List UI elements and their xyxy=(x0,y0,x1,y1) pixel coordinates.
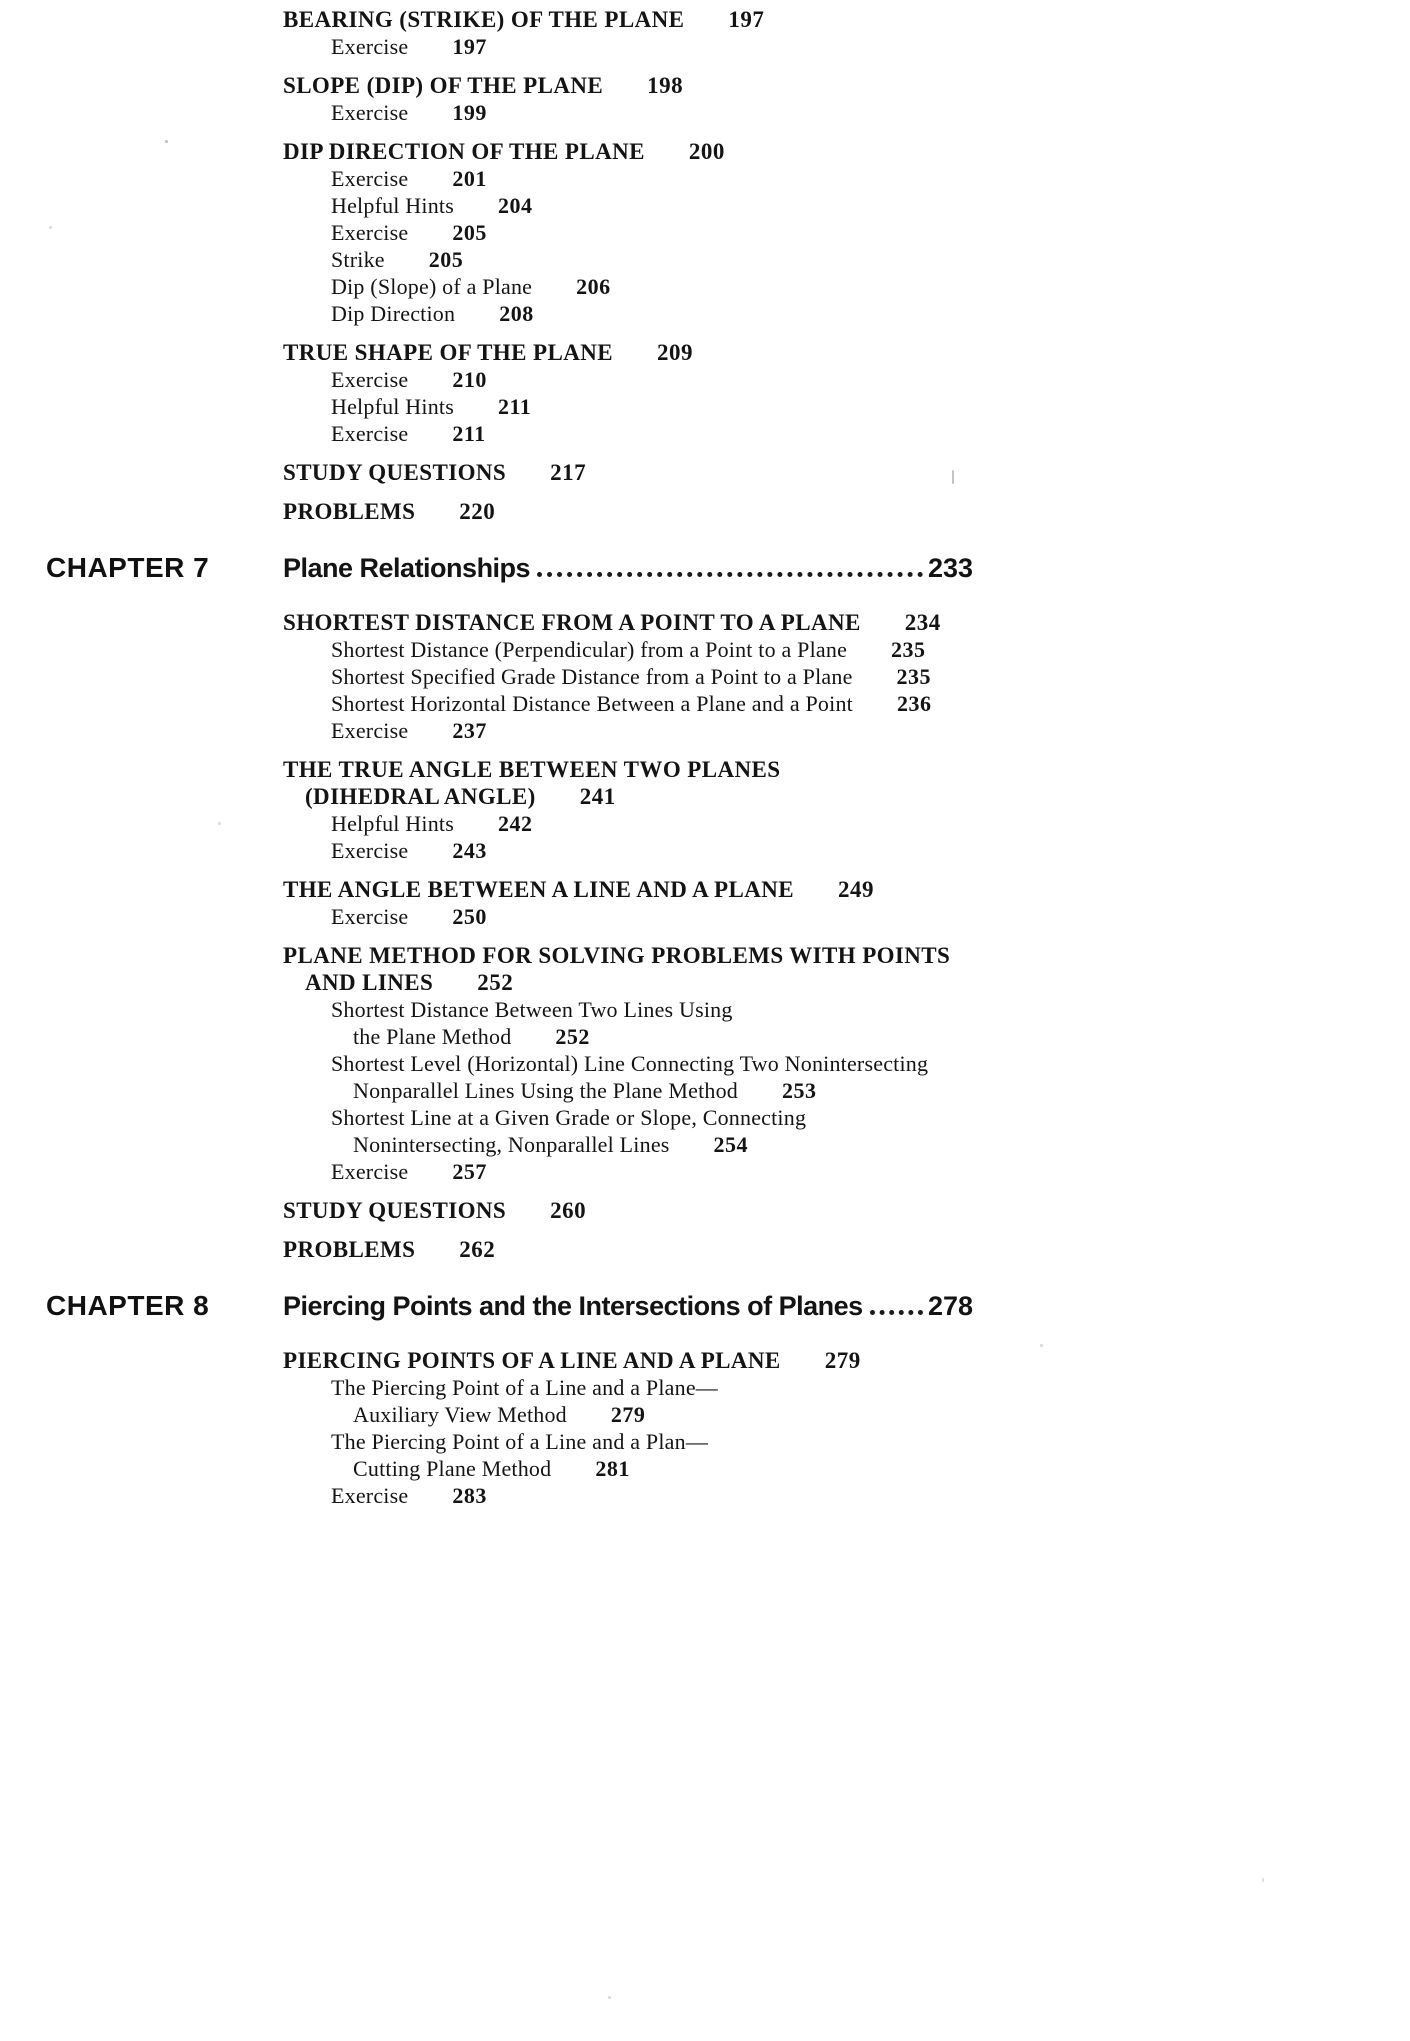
toc-entry xyxy=(283,942,1143,969)
toc-entry-title: AND LINES xyxy=(305,970,434,995)
toc-entry-page: 211 xyxy=(452,421,486,446)
toc-entry-page: 236 xyxy=(896,691,932,716)
chapter-page: 233 xyxy=(927,553,973,583)
toc-entry-title: Dip (Slope) of a Plane xyxy=(331,274,533,299)
toc-entry xyxy=(283,663,1143,690)
toc-entry-title: Exercise xyxy=(331,1483,409,1508)
toc-entry-title: Exercise xyxy=(331,220,409,245)
toc-entry-page: 217 xyxy=(550,460,587,485)
toc-entry-page: 209 xyxy=(656,340,693,365)
toc-entry-page: 254 xyxy=(713,1132,749,1157)
toc-entry-page: 205 xyxy=(428,247,464,272)
toc-entry-title: Helpful Hints xyxy=(331,394,454,419)
toc-entry xyxy=(283,72,1143,99)
toc-entry xyxy=(283,756,1143,783)
toc-entry xyxy=(283,1455,1143,1482)
toc-entry-page: 197 xyxy=(728,7,765,32)
toc-entry-page: 220 xyxy=(459,499,496,524)
toc-entry-title: PIERCING POINTS OF A LINE AND A PLANE xyxy=(283,1348,781,1373)
toc-entry xyxy=(283,609,1143,636)
scan-speck xyxy=(952,470,954,484)
toc-entry-page: 281 xyxy=(595,1456,630,1481)
toc-entry-page: 210 xyxy=(452,367,487,392)
toc-entry xyxy=(283,33,1143,60)
scan-speck xyxy=(49,226,52,229)
chapter-label: CHAPTER 7 xyxy=(46,552,210,583)
toc-entry-title: PROBLEMS xyxy=(283,1237,416,1262)
toc-entry-title: Exercise xyxy=(331,421,409,446)
toc-entry-title: STUDY QUESTIONS xyxy=(283,1198,507,1223)
toc-entry-page: 201 xyxy=(452,166,487,191)
toc-entry-page: 242 xyxy=(497,811,533,836)
dot-leader xyxy=(537,571,923,577)
toc-entry-title: Shortest Distance (Perpendicular) from a Point to a Plane xyxy=(331,637,848,662)
scan-speck xyxy=(1262,1878,1264,1882)
toc-entry-title: Exercise xyxy=(331,904,409,929)
toc-entry xyxy=(283,498,1143,525)
toc-entry xyxy=(283,300,1143,327)
toc-entry-page: 206 xyxy=(576,274,611,299)
toc-entry xyxy=(283,366,1143,393)
toc-entry xyxy=(283,393,1143,420)
toc-entry-page: 205 xyxy=(452,220,487,245)
toc-entry-page: 208 xyxy=(499,301,534,326)
toc-entry-title: Helpful Hints xyxy=(331,811,454,836)
toc-entry-title: TRUE SHAPE OF THE PLANE xyxy=(283,340,613,365)
toc-entry xyxy=(283,99,1143,126)
toc-entry-page: 200 xyxy=(688,139,725,164)
toc-entry xyxy=(283,1023,1143,1050)
chapter-row xyxy=(46,1289,1143,1323)
toc-entry-title: Exercise xyxy=(331,838,409,863)
dot-leader xyxy=(870,1309,923,1315)
toc-entry xyxy=(283,717,1143,744)
scan-speck xyxy=(608,1996,611,1999)
toc-entry-title: SLOPE (DIP) OF THE PLANE xyxy=(283,73,604,98)
toc-entry-page: 279 xyxy=(610,1402,646,1427)
chapter-title: Plane Relationships xyxy=(283,553,531,583)
toc-entry-title: The Piercing Point of a Line and a Plan— xyxy=(331,1429,709,1454)
toc-entry-title: DIP DIRECTION OF THE PLANE xyxy=(283,139,645,164)
toc-entry-page: 211 xyxy=(497,394,532,419)
toc-entry-title: Helpful Hints xyxy=(331,193,454,218)
toc-entry-title: the Plane Method xyxy=(353,1024,512,1049)
toc-entry xyxy=(283,420,1143,447)
toc-entry-title: SHORTEST DISTANCE FROM A POINT TO A PLANE xyxy=(283,610,861,635)
toc-entry-title: Exercise xyxy=(331,367,409,392)
toc-entry-page: 237 xyxy=(452,718,487,743)
toc-entry xyxy=(283,1158,1143,1185)
toc-entry-title: STUDY QUESTIONS xyxy=(283,460,507,485)
scan-speck xyxy=(165,140,168,143)
toc-entry xyxy=(283,969,1143,996)
toc-entry xyxy=(283,6,1143,33)
scan-speck xyxy=(1040,1344,1043,1347)
toc-entry xyxy=(283,459,1143,486)
toc-entry xyxy=(283,996,1143,1023)
toc-entry xyxy=(283,1197,1143,1224)
toc-entry xyxy=(283,1428,1143,1455)
toc-entry-title: Shortest Horizontal Distance Between a Plane and a Point xyxy=(331,691,853,716)
chapter-label: CHAPTER 8 xyxy=(46,1290,210,1321)
toc-entry-title: BEARING (STRIKE) OF THE PLANE xyxy=(283,7,685,32)
toc-entry-page: 252 xyxy=(555,1024,590,1049)
toc-entry-title: THE TRUE ANGLE BETWEEN TWO PLANES xyxy=(283,757,781,782)
toc-entry-title: (DIHEDRAL ANGLE) xyxy=(305,784,536,809)
toc-entry xyxy=(283,1104,1143,1131)
toc-entry-title: PLANE METHOD FOR SOLVING PROBLEMS WITH POINTS xyxy=(283,943,951,968)
toc-entry-page: 279 xyxy=(824,1348,861,1373)
toc-entry xyxy=(283,1077,1143,1104)
toc-entry-page: 257 xyxy=(452,1159,487,1184)
toc-entry xyxy=(283,1050,1143,1077)
toc-entry-title: Shortest Line at a Given Grade or Slope, Connecting xyxy=(331,1105,807,1130)
toc-entry xyxy=(283,1236,1143,1263)
toc-entry-title: Shortest Level (Horizontal) Line Connecting Two Nonintersecting xyxy=(331,1051,929,1076)
toc-entry-page: 204 xyxy=(497,193,533,218)
chapter-title-row xyxy=(283,1289,973,1323)
toc-entry-page: 252 xyxy=(477,970,514,995)
toc-entry xyxy=(283,810,1143,837)
toc-entry-page: 243 xyxy=(452,838,487,863)
toc-entry-page: 262 xyxy=(459,1237,496,1262)
toc-entry xyxy=(283,636,1143,663)
toc-entry xyxy=(283,339,1143,366)
toc-entry-title: Exercise xyxy=(331,718,409,743)
toc-entry-page: 249 xyxy=(837,877,874,902)
toc-entry-page: 260 xyxy=(550,1198,587,1223)
toc-entry-page: 283 xyxy=(452,1483,487,1508)
toc-entry-title: THE ANGLE BETWEEN A LINE AND A PLANE xyxy=(283,877,794,902)
toc-entry xyxy=(283,246,1143,273)
toc-entry-page: 199 xyxy=(452,100,487,125)
toc-entry-title: Auxiliary View Method xyxy=(353,1402,567,1427)
chapter-title-row xyxy=(283,551,973,585)
toc-entry-title: Exercise xyxy=(331,100,409,125)
scan-speck xyxy=(218,822,221,825)
toc-entry-title: PROBLEMS xyxy=(283,499,416,524)
toc-entry xyxy=(283,1131,1143,1158)
toc-entry-page: 241 xyxy=(579,784,616,809)
toc-entry-page: 198 xyxy=(647,73,684,98)
toc-entry-page: 235 xyxy=(896,664,932,689)
toc-entry xyxy=(283,1401,1143,1428)
toc-entry-title: Cutting Plane Method xyxy=(353,1456,552,1481)
toc-entry-title: Exercise xyxy=(331,166,409,191)
toc-entry xyxy=(283,1482,1143,1509)
toc-entry-title: Strike xyxy=(331,247,385,272)
toc-entry-title: Shortest Specified Grade Distance from a Point to a Plane xyxy=(331,664,853,689)
chapter-row xyxy=(46,551,1143,585)
toc-list xyxy=(46,6,1143,1509)
toc-entry xyxy=(283,1374,1143,1401)
toc-entry-title: Dip Direction xyxy=(331,301,456,326)
toc-entry xyxy=(283,219,1143,246)
toc-entry-title: Exercise xyxy=(331,1159,409,1184)
toc-entry xyxy=(283,165,1143,192)
toc-entry xyxy=(283,690,1143,717)
toc-entry-title: Nonparallel Lines Using the Plane Method xyxy=(353,1078,738,1103)
toc-entry xyxy=(283,192,1143,219)
toc-entry-page: 250 xyxy=(452,904,487,929)
toc-entry-title: Nonintersecting, Nonparallel Lines xyxy=(353,1132,670,1157)
toc-entry-title: The Piercing Point of a Line and a Plane— xyxy=(331,1375,718,1400)
toc-entry xyxy=(283,138,1143,165)
toc-entry xyxy=(283,837,1143,864)
toc-entry-page: 235 xyxy=(891,637,926,662)
toc-entry-title: Shortest Distance Between Two Lines Using xyxy=(331,997,733,1022)
toc-entry xyxy=(283,903,1143,930)
toc-entry xyxy=(283,273,1143,300)
toc-entry xyxy=(283,876,1143,903)
toc-entry-page: 234 xyxy=(904,610,941,635)
chapter-title: Piercing Points and the Intersections of Planes xyxy=(283,1291,863,1321)
chapter-page: 278 xyxy=(927,1291,973,1321)
toc-entry xyxy=(283,1347,1143,1374)
toc-entry-page: 197 xyxy=(452,34,487,59)
toc-entry-page: 253 xyxy=(781,1078,817,1103)
toc-entry-title: Exercise xyxy=(331,34,409,59)
toc-entry xyxy=(283,783,1143,810)
